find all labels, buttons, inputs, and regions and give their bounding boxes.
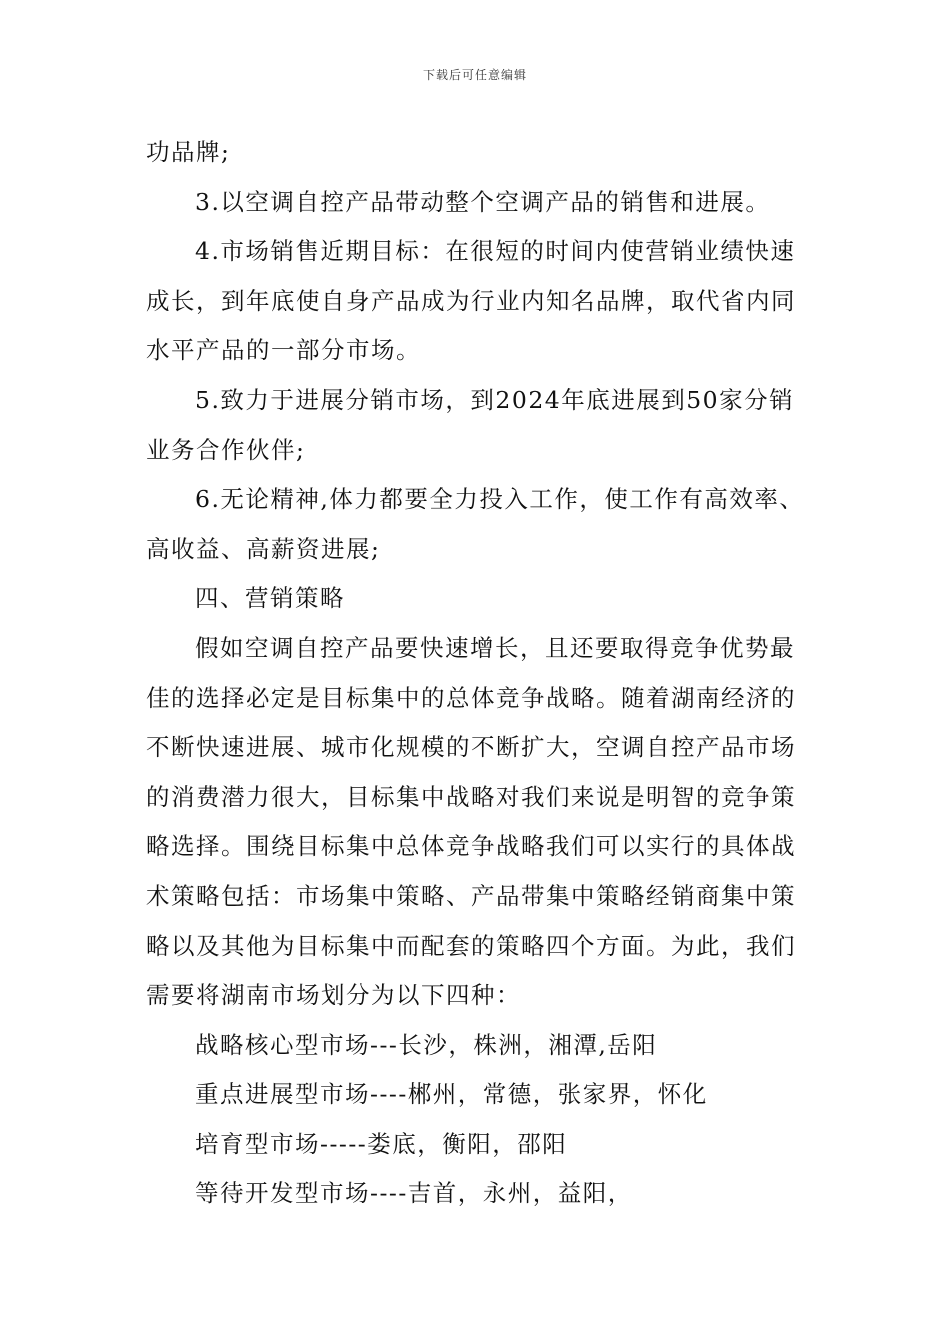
paragraph-item-6: 6.无论精神,体力都要全力投入工作，使工作有高效率、高收益、高薪资进展; <box>146 485 805 563</box>
market-type-key: 重点进展型市场----郴州，常德，张家界，怀化 <box>195 1080 708 1109</box>
section-heading: 四、营销策略 <box>195 584 345 613</box>
paragraph-continuation: 功品牌; <box>146 138 231 166</box>
paragraph-strategy: 假如空调自控产品要快速增长，且还要取得竞争优势最佳的选择必定是目标集中的总体竞争战略。随着湖南经济的不断快速进展、城市化规模的不断扩大，空调自控产品市场的消费潜力很大，目标集中战略对我们来说是明智的竞争策略选择。围绕目标集中总体竞争战略我们可以实行的具体战术策略包括：市场集中策略、产品带集中策略经销商集中策略以及其他为目标集中而配套的策略四个方面。为此，我们需要将湖南市场划分为以下四种： <box>146 633 796 1010</box>
market-type-core: 战略核心型市场---长沙，株洲，湘潭,岳阳 <box>195 1030 658 1059</box>
market-type-pending: 等待开发型市场----吉首，永州，益阳， <box>195 1179 633 1208</box>
header-note: 下载后可任意编辑 <box>422 68 527 82</box>
paragraph-item-4: 4.市场销售近期目标：在很短的时间内使营销业绩快速成长，到年底使自身产品成为行业内知名品牌，取代省内同水平产品的一部分市场。 <box>146 237 796 365</box>
document-body <box>146 128 806 1219</box>
market-type-cultivate: 培育型市场-----娄底，衡阳，邵阳 <box>195 1129 568 1158</box>
paragraph-item-3: 3.以空调自控产品带动整个空调产品的销售和进展。 <box>195 187 771 216</box>
paragraph-item-5: 5.致力于进展分销市场，到2024年底进展到50家分销业务合作伙伴; <box>146 385 795 464</box>
